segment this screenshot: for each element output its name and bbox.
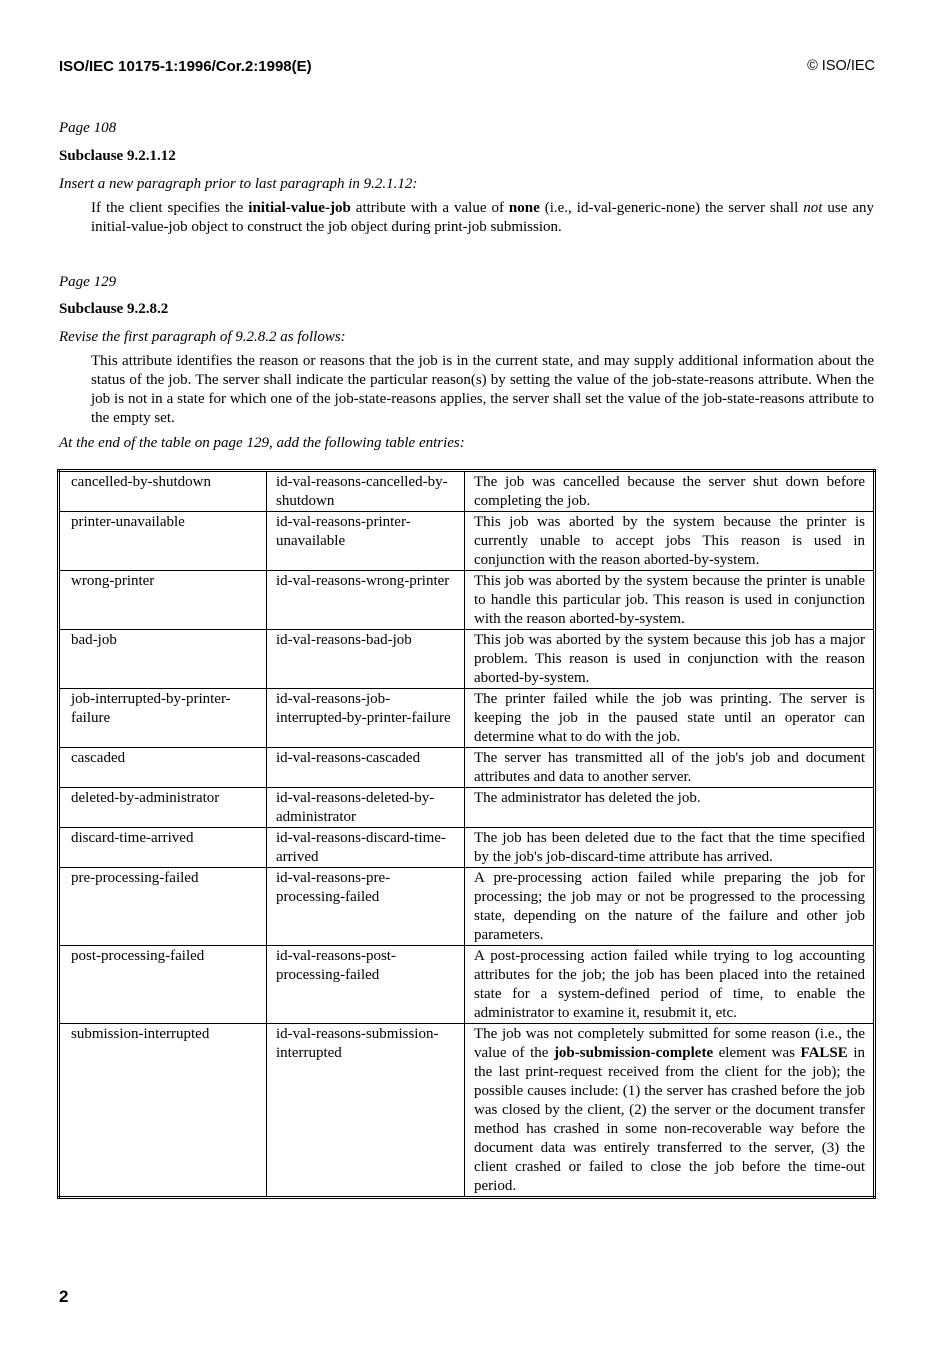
reason-id-cell: id-val-reasons-deleted-by-administrator [267,788,465,828]
description-text: The job was not completely submitted for some reason (i.e., the value of the [474,1026,865,1061]
reason-description-cell: The job has been deleted due to the fact that the time specified by the job's job-discard-time attribute has arrived. [465,828,875,868]
description-text: in the last print-request received from the client for the job); the possible causes include: (1) the server has crashed before the job was closed by the client, (2) the server or the document transfer method has crashed in some non-recoverable way before the document data was entirely transferred to the server, (3) the client crashed or failed to close the job before the time-out period. [474,1045,865,1194]
reason-id-cell: id-val-reasons-post-processing-failed [267,946,465,1024]
reason-id-cell: id-val-reasons-cascaded [267,748,465,788]
table-row [59,571,875,630]
table-row [59,868,875,946]
reason-description-cell: A post-processing action failed while trying to log accounting attributes for the job; the job has been placed into the retained state for a system-defined period of time, to enable the administrator to examine it, resubmit it, etc. [465,946,875,1024]
reason-name-cell: deleted-by-administrator [59,788,267,828]
page-number: 2 [59,1287,69,1306]
section1-paragraph [91,199,874,237]
reason-description-cell: The administrator has deleted the job. [465,788,875,828]
reason-id-cell: id-val-reasons-wrong-printer [267,571,465,630]
document-header-id: ISO/IEC 10175-1:1996/Cor.2:1998(E) [59,58,312,75]
table-row [59,512,875,571]
reason-description-cell [465,1024,875,1198]
reason-name-cell: bad-job [59,630,267,689]
reason-name-cell: discard-time-arrived [59,828,267,868]
reason-id-cell: id-val-reasons-submission-interrupted [267,1024,465,1198]
description-text: element was [713,1045,801,1061]
reason-name-cell: printer-unavailable [59,512,267,571]
section2-instruction: Revise the first paragraph of 9.2.8.2 as follows: [59,329,346,345]
job-state-reasons-table [57,469,876,1199]
reason-id-cell: id-val-reasons-job-interrupted-by-printer-failure [267,689,465,748]
reason-id-cell: id-val-reasons-bad-job [267,630,465,689]
section1-paragraph-bold-term: none [508,200,540,216]
description-bold-term: job-submission-complete [553,1045,714,1061]
section1-instruction: Insert a new paragraph prior to last paragraph in 9.2.1.12: [59,176,418,192]
reason-name-cell: pre-processing-failed [59,868,267,946]
reason-name-cell: wrong-printer [59,571,267,630]
reason-id-cell: id-val-reasons-cancelled-by-shutdown [267,471,465,512]
section1-paragraph-emphasis: not [803,200,823,216]
reason-description-cell: This job was aborted by the system because the printer is unable to handle this particular job. This reason is used in conjunction with the reason aborted-by-system. [465,571,875,630]
table-row [59,689,875,748]
section1-page-ref: Page 108 [59,120,117,136]
reason-id-cell: id-val-reasons-discard-time-arrived [267,828,465,868]
section1-paragraph-text: attribute with a value of [350,200,509,216]
section1-paragraph-text: If the client specifies the [91,200,249,216]
reason-name-cell: job-interrupted-by-printer-failure [59,689,267,748]
reason-description-cell: The server has transmitted all of the job's job and document attributes and data to another server. [465,748,875,788]
reason-description-cell: This job was aborted by the system because this job has a major problem. This reason is used in conjunction with the reason aborted-by-system. [465,630,875,689]
table-row [59,788,875,828]
section2-paragraph: This attribute identifies the reason or reasons that the job is in the current state, and may supply additional information about the status of the job. The server shall indicate the particular reason(s) by setting the value of the job-state-reasons attribute. When the job is not in a state for which one of the job-state-reasons applies, the server shall set the value of the job-state-reasons attribute to the empty set. [91,353,874,426]
reason-description-cell: This job was aborted by the system because the printer is currently unable to accept jobs This reason is used in conjunction with the reason aborted-by-system. [465,512,875,571]
table-row [59,828,875,868]
table-row [59,1024,875,1198]
table-row [59,630,875,689]
reason-name-cell: cascaded [59,748,267,788]
section2-subclause-heading: Subclause 9.2.8.2 [59,301,169,317]
description-bold-term: FALSE [800,1045,848,1061]
section1-paragraph-bold-term: initial-value-job [248,200,351,216]
reason-id-cell: id-val-reasons-printer-unavailable [267,512,465,571]
reason-description-cell: A pre-processing action failed while preparing the job for processing; the job may or not be progressed to the processing state, depending on the nature of the failure and other job parameters. [465,868,875,946]
table-row [59,946,875,1024]
reason-id-cell: id-val-reasons-pre-processing-failed [267,868,465,946]
table-row [59,748,875,788]
reason-name-cell: post-processing-failed [59,946,267,1024]
reason-description-cell: The job was cancelled because the server shut down before completing the job. [465,471,875,512]
section1-paragraph-text: use any initial-value-job object to construct the job object during print-job submission. [91,200,875,235]
reason-name-cell: cancelled-by-shutdown [59,471,267,512]
section2-page-ref: Page 129 [59,274,117,290]
table-row [59,471,875,512]
section1-subclause-heading: Subclause 9.2.1.12 [59,148,176,164]
section1-paragraph-text: (i.e., id-val-generic-none) the server shall [539,200,804,216]
table-instruction: At the end of the table on page 129, add the following table entries: [59,435,465,451]
reason-name-cell: submission-interrupted [59,1024,267,1198]
reason-description-cell: The printer failed while the job was printing. The server is keeping the job in the paused state until an operator can determine what to do with the job. [465,689,875,748]
document-header-copyright: © ISO/IEC [807,58,875,74]
